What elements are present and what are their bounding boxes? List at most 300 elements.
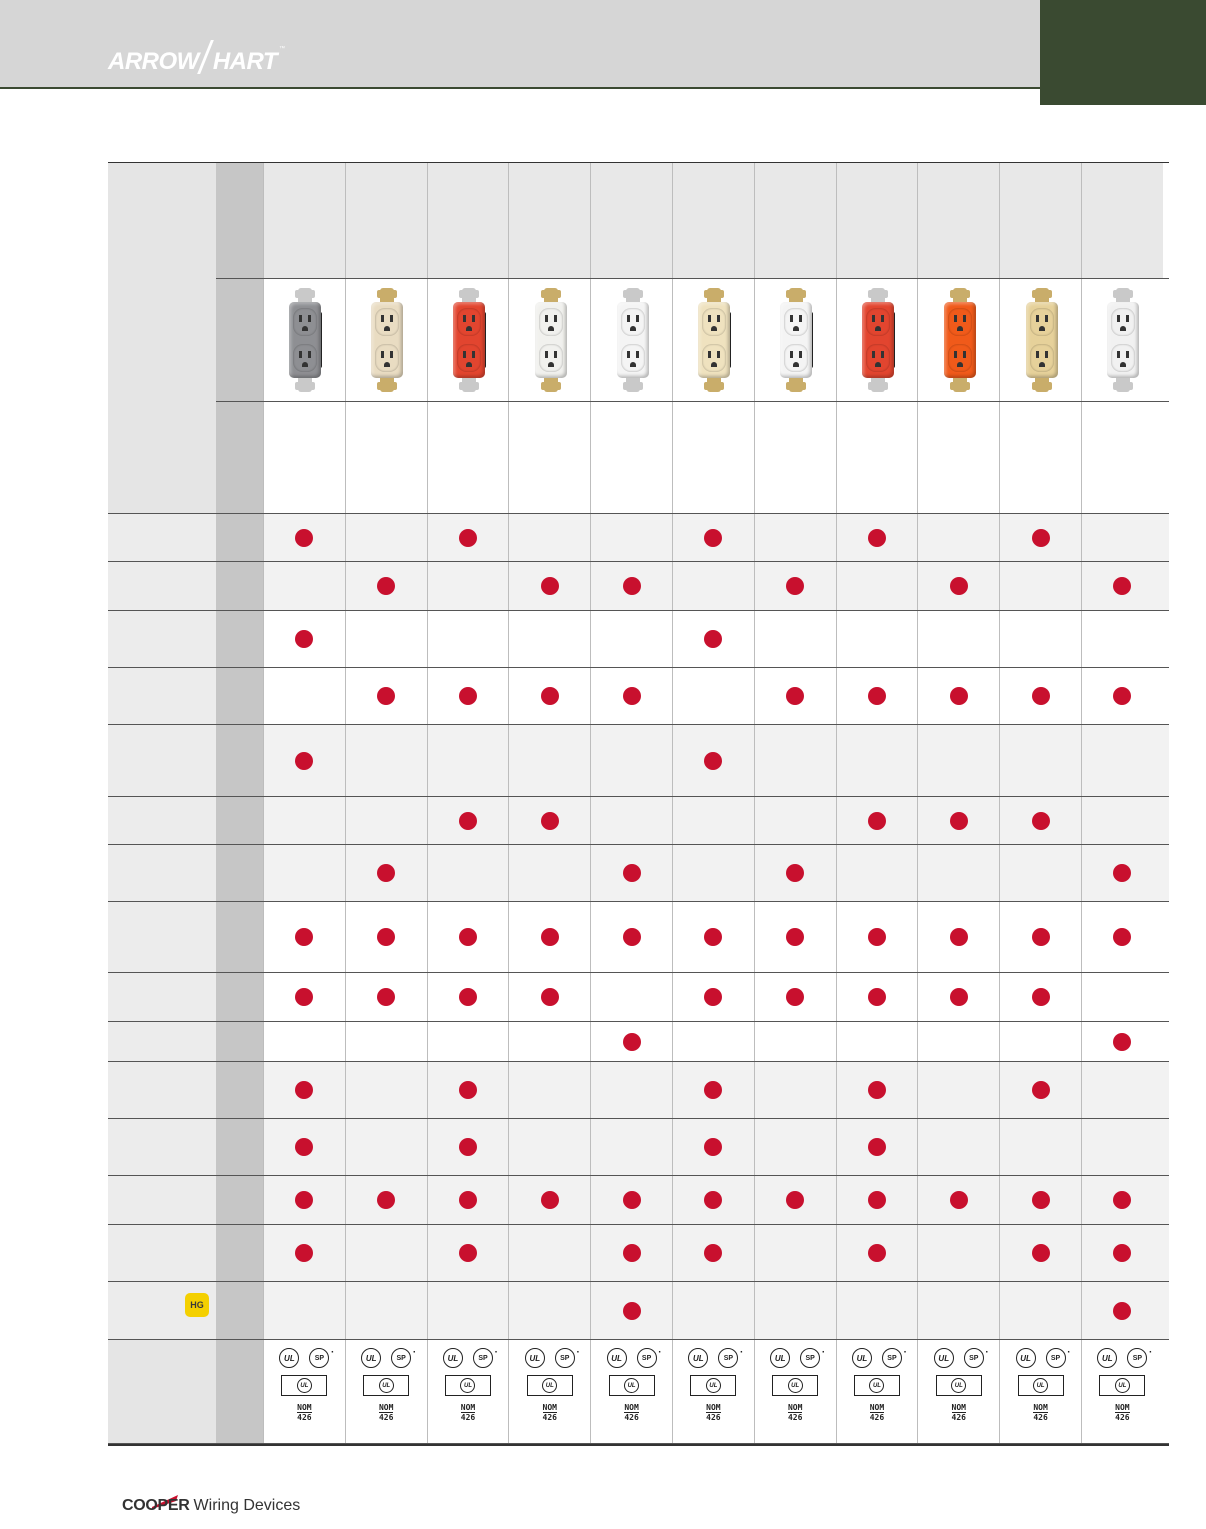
feature-cell bbox=[999, 562, 1081, 610]
feature-label-cell bbox=[108, 845, 216, 901]
feature-cell bbox=[1081, 668, 1163, 724]
feature-cell bbox=[263, 1062, 345, 1118]
nom-426-icon bbox=[379, 1403, 393, 1422]
feature-dot-icon bbox=[377, 988, 395, 1006]
feature-cell bbox=[917, 1282, 999, 1339]
feature-dot-icon bbox=[1113, 1033, 1131, 1051]
feature-label-cell bbox=[108, 725, 216, 796]
ul-mark: UL bbox=[460, 1378, 475, 1393]
feature-cell bbox=[754, 514, 836, 561]
ul-mark: UL bbox=[1115, 1378, 1130, 1393]
ul-mark: UL bbox=[951, 1378, 966, 1393]
receptacle-image bbox=[612, 288, 652, 392]
csa-certified-icon: SP · bbox=[309, 1348, 329, 1368]
ul-mark: UL bbox=[624, 1378, 639, 1393]
certification-cell bbox=[263, 1340, 345, 1443]
footer-company: COOPER bbox=[122, 1497, 190, 1514]
feature-dot-icon bbox=[868, 529, 886, 547]
receptacle-image bbox=[1102, 288, 1142, 392]
feature-cell bbox=[672, 973, 754, 1021]
feature-cell bbox=[917, 668, 999, 724]
csa-certified-icon: SP · bbox=[637, 1348, 657, 1368]
feature-cell bbox=[672, 1119, 754, 1175]
feature-row bbox=[108, 973, 1169, 1022]
feature-dot-icon bbox=[623, 687, 641, 705]
feature-cell bbox=[1081, 562, 1163, 610]
feature-cell bbox=[427, 845, 509, 901]
feature-cell bbox=[754, 973, 836, 1021]
feature-cell bbox=[1081, 1022, 1163, 1061]
nom-426-icon bbox=[952, 1403, 966, 1422]
csa-certified-icon: SP · bbox=[555, 1348, 575, 1368]
feature-cell bbox=[999, 611, 1081, 667]
feature-cell bbox=[590, 1176, 672, 1224]
feature-dot-icon bbox=[459, 928, 477, 946]
feature-cell bbox=[263, 1282, 345, 1339]
feature-cell bbox=[836, 845, 918, 901]
feature-dot-icon bbox=[786, 577, 804, 595]
feature-cell bbox=[836, 514, 918, 561]
feature-cell bbox=[917, 973, 999, 1021]
table-header-row bbox=[108, 163, 1169, 279]
nom-number: 426 bbox=[869, 1413, 885, 1422]
certification-cell bbox=[345, 1340, 427, 1443]
product-image-cell bbox=[672, 279, 754, 401]
feature-label-cell bbox=[108, 1062, 216, 1118]
ul-recognized-icon bbox=[772, 1375, 818, 1396]
spec-group-cell bbox=[216, 668, 263, 724]
feature-cell bbox=[1081, 1176, 1163, 1224]
ul-listed-icon: UL bbox=[525, 1348, 545, 1368]
feature-label-cell bbox=[108, 1022, 216, 1061]
feature-cell bbox=[836, 562, 918, 610]
certification-row bbox=[108, 1340, 1169, 1444]
feature-label-cell bbox=[108, 668, 216, 724]
csa-certified-icon: SP · bbox=[882, 1348, 902, 1368]
feature-cell bbox=[672, 902, 754, 972]
nom-426-icon bbox=[706, 1403, 720, 1422]
feature-dot-icon bbox=[868, 1081, 886, 1099]
feature-cell bbox=[345, 1282, 427, 1339]
feature-dot-icon bbox=[377, 687, 395, 705]
feature-cell bbox=[263, 902, 345, 972]
feature-cell bbox=[427, 1282, 509, 1339]
nom-label: NOM bbox=[542, 1403, 557, 1412]
feature-cell bbox=[999, 1176, 1081, 1224]
certification-cell bbox=[672, 1340, 754, 1443]
arrow-hart-logo bbox=[108, 38, 285, 74]
nom-label: NOM bbox=[787, 1403, 803, 1412]
feature-cell bbox=[672, 1176, 754, 1224]
cooper-logo bbox=[122, 1497, 300, 1515]
feature-dot-icon bbox=[623, 1191, 641, 1209]
feature-cell bbox=[508, 725, 590, 796]
ul-listed-icon: UL bbox=[688, 1348, 708, 1368]
feature-cell bbox=[1081, 845, 1163, 901]
feature-cell bbox=[672, 514, 754, 561]
feature-dot-icon bbox=[295, 1244, 313, 1262]
feature-dot-icon bbox=[459, 1244, 477, 1262]
feature-cell bbox=[263, 1022, 345, 1061]
certification-cell bbox=[917, 1340, 999, 1443]
feature-cell bbox=[1081, 1282, 1163, 1339]
feature-dot-icon bbox=[623, 864, 641, 882]
feature-cell bbox=[917, 1022, 999, 1061]
feature-cell bbox=[836, 1282, 918, 1339]
feature-cell bbox=[590, 562, 672, 610]
ul-recognized-icon bbox=[936, 1375, 982, 1396]
feature-label-cell bbox=[108, 514, 216, 561]
feature-dot-icon bbox=[868, 928, 886, 946]
feature-row bbox=[108, 1022, 1169, 1062]
feature-cell bbox=[427, 725, 509, 796]
feature-row bbox=[108, 1119, 1169, 1176]
feature-cell bbox=[999, 668, 1081, 724]
logo-slash-icon bbox=[199, 40, 213, 74]
feature-cell bbox=[999, 973, 1081, 1021]
feature-cell bbox=[917, 514, 999, 561]
feature-cell bbox=[345, 668, 427, 724]
product-image-cell bbox=[263, 279, 345, 401]
feature-cell bbox=[263, 845, 345, 901]
feature-dot-icon bbox=[295, 1081, 313, 1099]
feature-cell bbox=[263, 668, 345, 724]
spec-group-cell bbox=[216, 1282, 263, 1339]
logo-word-2: HART bbox=[212, 48, 278, 75]
feature-cell bbox=[754, 797, 836, 844]
feature-cell bbox=[345, 514, 427, 561]
header-cell bbox=[754, 163, 836, 278]
feature-cell bbox=[345, 1062, 427, 1118]
feature-cell bbox=[345, 1119, 427, 1175]
feature-cell bbox=[590, 725, 672, 796]
feature-cell bbox=[1081, 973, 1163, 1021]
feature-row bbox=[108, 668, 1169, 725]
feature-dot-icon bbox=[541, 577, 559, 595]
nom-426-icon bbox=[1033, 1403, 1047, 1422]
feature-cell bbox=[672, 1282, 754, 1339]
description-cell bbox=[917, 402, 999, 513]
receptacle-image bbox=[366, 288, 406, 392]
feature-cell bbox=[999, 797, 1081, 844]
feature-cell bbox=[999, 725, 1081, 796]
feature-row bbox=[108, 902, 1169, 973]
feature-cell bbox=[836, 902, 918, 972]
description-cell bbox=[836, 402, 918, 513]
feature-cell bbox=[345, 562, 427, 610]
feature-row bbox=[108, 725, 1169, 797]
feature-row bbox=[108, 514, 1169, 562]
ul-recognized-icon bbox=[854, 1375, 900, 1396]
feature-dot-icon bbox=[704, 1081, 722, 1099]
feature-dot-icon bbox=[868, 1244, 886, 1262]
spec-group-cell bbox=[216, 562, 263, 610]
feature-dot-icon bbox=[377, 577, 395, 595]
receptacle-image bbox=[939, 288, 979, 392]
feature-cell bbox=[917, 725, 999, 796]
nom-label: NOM bbox=[706, 1403, 721, 1412]
nom-426-icon bbox=[1115, 1403, 1129, 1422]
feature-cell bbox=[590, 1225, 672, 1281]
feature-dot-icon bbox=[1113, 577, 1131, 595]
description-cell bbox=[427, 402, 509, 513]
feature-cell bbox=[508, 1062, 590, 1118]
feature-dot-icon bbox=[459, 529, 477, 547]
header-cell bbox=[427, 163, 509, 278]
feature-cell bbox=[590, 514, 672, 561]
feature-cell bbox=[508, 668, 590, 724]
spec-group-cell bbox=[216, 797, 263, 844]
feature-cell bbox=[508, 514, 590, 561]
nom-426-icon bbox=[788, 1403, 802, 1422]
product-image-cell bbox=[999, 279, 1081, 401]
ul-listed-icon: UL bbox=[934, 1348, 954, 1368]
feature-cell bbox=[917, 845, 999, 901]
feature-cell bbox=[590, 1119, 672, 1175]
feature-cell bbox=[590, 1062, 672, 1118]
ul-listed-icon: UL bbox=[607, 1348, 627, 1368]
feature-cell bbox=[508, 1282, 590, 1339]
feature-dot-icon bbox=[950, 1191, 968, 1209]
feature-label-cell bbox=[108, 562, 216, 610]
feature-cell bbox=[427, 797, 509, 844]
feature-cell bbox=[836, 1119, 918, 1175]
feature-cell bbox=[836, 1225, 918, 1281]
nom-426-icon bbox=[870, 1403, 884, 1422]
table-image-row bbox=[108, 279, 1169, 402]
ul-listed-icon: UL bbox=[361, 1348, 381, 1368]
feature-cell bbox=[672, 1062, 754, 1118]
feature-dot-icon bbox=[786, 687, 804, 705]
feature-cell bbox=[754, 1282, 836, 1339]
feature-cell bbox=[836, 973, 918, 1021]
ul-recognized-icon bbox=[281, 1375, 327, 1396]
product-image-cell bbox=[427, 279, 509, 401]
feature-cell bbox=[427, 1062, 509, 1118]
feature-dot-icon bbox=[541, 988, 559, 1006]
feature-dot-icon bbox=[1113, 1244, 1131, 1262]
feature-dot-icon bbox=[295, 928, 313, 946]
feature-cell bbox=[754, 845, 836, 901]
feature-dot-icon bbox=[541, 928, 559, 946]
feature-cell bbox=[754, 668, 836, 724]
certification-cell bbox=[590, 1340, 672, 1443]
feature-cell bbox=[999, 514, 1081, 561]
ul-listed-icon: UL bbox=[1016, 1348, 1036, 1368]
feature-cell bbox=[917, 797, 999, 844]
feature-dot-icon bbox=[459, 687, 477, 705]
feature-cell bbox=[508, 1119, 590, 1175]
feature-dot-icon bbox=[786, 864, 804, 882]
nom-label: NOM bbox=[297, 1403, 312, 1412]
certification-cell bbox=[999, 1340, 1081, 1443]
feature-dot-icon bbox=[459, 812, 477, 830]
feature-dot-icon bbox=[704, 529, 722, 547]
feature-cell bbox=[1081, 725, 1163, 796]
feature-dot-icon bbox=[950, 988, 968, 1006]
feature-dot-icon bbox=[623, 928, 641, 946]
feature-cell bbox=[754, 1119, 836, 1175]
feature-dot-icon bbox=[1113, 687, 1131, 705]
feature-dot-icon bbox=[704, 630, 722, 648]
nom-426-icon bbox=[461, 1403, 475, 1422]
description-cell bbox=[754, 402, 836, 513]
receptacle-image bbox=[1021, 288, 1061, 392]
feature-cell bbox=[427, 1176, 509, 1224]
description-cell bbox=[508, 402, 590, 513]
ul-recognized-icon bbox=[609, 1375, 655, 1396]
feature-cell bbox=[1081, 902, 1163, 972]
feature-cell bbox=[590, 797, 672, 844]
feature-dot-icon bbox=[704, 928, 722, 946]
feature-row bbox=[108, 1176, 1169, 1225]
feature-cell bbox=[836, 797, 918, 844]
feature-cell bbox=[917, 1119, 999, 1175]
receptacle-image bbox=[693, 288, 733, 392]
header-cell bbox=[345, 163, 427, 278]
feature-cell bbox=[263, 973, 345, 1021]
feature-cell bbox=[754, 1062, 836, 1118]
feature-row bbox=[108, 1062, 1169, 1119]
feature-cell bbox=[508, 1225, 590, 1281]
feature-cell bbox=[427, 514, 509, 561]
feature-row bbox=[108, 1225, 1169, 1282]
feature-cell bbox=[508, 1022, 590, 1061]
nom-number: 426 bbox=[951, 1413, 966, 1422]
feature-dot-icon bbox=[1032, 1244, 1050, 1262]
feature-dot-icon bbox=[623, 577, 641, 595]
csa-certified-icon: SP · bbox=[964, 1348, 984, 1368]
feature-dot-icon bbox=[1032, 812, 1050, 830]
feature-cell bbox=[1081, 1119, 1163, 1175]
feature-cell bbox=[590, 1282, 672, 1339]
description-cell bbox=[263, 402, 345, 513]
product-image-cell bbox=[836, 279, 918, 401]
header-cell bbox=[590, 163, 672, 278]
feature-row bbox=[108, 611, 1169, 668]
feature-cell bbox=[345, 902, 427, 972]
feature-label-cell bbox=[108, 973, 216, 1021]
ul-mark: UL bbox=[542, 1378, 557, 1393]
feature-cell bbox=[754, 1225, 836, 1281]
product-image-cell bbox=[345, 279, 427, 401]
spec-group-cell bbox=[216, 1022, 263, 1061]
feature-cell bbox=[1081, 514, 1163, 561]
header-cell bbox=[263, 163, 345, 278]
feature-cell bbox=[836, 1022, 918, 1061]
feature-cell bbox=[672, 562, 754, 610]
feature-cell bbox=[999, 1022, 1081, 1061]
header-cell bbox=[508, 163, 590, 278]
feature-dot-icon bbox=[459, 1081, 477, 1099]
feature-cell bbox=[345, 973, 427, 1021]
csa-certified-icon: SP · bbox=[1046, 1348, 1066, 1368]
ul-recognized-icon bbox=[363, 1375, 409, 1396]
feature-cell bbox=[263, 1176, 345, 1224]
feature-cell bbox=[1081, 1062, 1163, 1118]
spec-group-cell bbox=[216, 1119, 263, 1175]
feature-cell bbox=[508, 973, 590, 1021]
ul-mark: UL bbox=[1033, 1378, 1048, 1393]
spec-group-cell bbox=[216, 845, 263, 901]
feature-dot-icon bbox=[868, 687, 886, 705]
feature-cell bbox=[999, 1225, 1081, 1281]
header-cell bbox=[917, 163, 999, 278]
feature-cell bbox=[1081, 1225, 1163, 1281]
feature-cell bbox=[427, 902, 509, 972]
feature-cell bbox=[836, 1176, 918, 1224]
feature-cell bbox=[836, 611, 918, 667]
feature-dot-icon bbox=[295, 529, 313, 547]
feature-cell bbox=[672, 668, 754, 724]
feature-dot-icon bbox=[377, 1191, 395, 1209]
feature-cell bbox=[263, 562, 345, 610]
feature-cell bbox=[263, 514, 345, 561]
header-cell bbox=[836, 163, 918, 278]
feature-cell bbox=[999, 845, 1081, 901]
feature-cell bbox=[754, 611, 836, 667]
feature-dot-icon bbox=[377, 864, 395, 882]
feature-dot-icon bbox=[459, 988, 477, 1006]
header-cell bbox=[672, 163, 754, 278]
csa-certified-icon: SP · bbox=[718, 1348, 738, 1368]
feature-dot-icon bbox=[868, 1138, 886, 1156]
feature-dot-icon bbox=[623, 1244, 641, 1262]
feature-cell bbox=[427, 973, 509, 1021]
feature-dot-icon bbox=[950, 577, 968, 595]
feature-cell bbox=[999, 1062, 1081, 1118]
feature-dot-icon bbox=[1032, 988, 1050, 1006]
spec-group-cell bbox=[216, 725, 263, 796]
nom-label: NOM bbox=[951, 1403, 966, 1412]
feature-cell bbox=[917, 902, 999, 972]
feature-dot-icon bbox=[1113, 1302, 1131, 1320]
feature-dot-icon bbox=[1113, 864, 1131, 882]
feature-dot-icon bbox=[704, 1138, 722, 1156]
feature-label-cell bbox=[108, 611, 216, 667]
nom-label: NOM bbox=[460, 1403, 476, 1412]
feature-cell bbox=[836, 1062, 918, 1118]
feature-dot-icon bbox=[541, 687, 559, 705]
feature-cell bbox=[590, 668, 672, 724]
feature-dot-icon bbox=[541, 812, 559, 830]
nom-number: 426 bbox=[1033, 1413, 1048, 1422]
ul-recognized-icon bbox=[690, 1375, 736, 1396]
nom-426-icon bbox=[543, 1403, 557, 1422]
feature-cell bbox=[754, 902, 836, 972]
footer-division: Wiring Devices bbox=[193, 1497, 301, 1514]
feature-row bbox=[108, 1282, 1169, 1340]
feature-dot-icon bbox=[541, 1191, 559, 1209]
feature-cell bbox=[263, 797, 345, 844]
spec-group-cell bbox=[216, 611, 263, 667]
feature-dot-icon bbox=[950, 812, 968, 830]
receptacle-image bbox=[448, 288, 488, 392]
feature-cell bbox=[345, 611, 427, 667]
feature-cell bbox=[754, 562, 836, 610]
feature-cell bbox=[672, 1225, 754, 1281]
ul-recognized-icon bbox=[527, 1375, 573, 1396]
feature-cell bbox=[345, 1022, 427, 1061]
feature-dot-icon bbox=[295, 988, 313, 1006]
feature-cell bbox=[427, 1225, 509, 1281]
feature-dot-icon bbox=[950, 928, 968, 946]
nom-label: NOM bbox=[869, 1403, 885, 1412]
certification-cell bbox=[754, 1340, 836, 1443]
feature-label-cell bbox=[108, 1176, 216, 1224]
feature-dot-icon bbox=[295, 752, 313, 770]
description-cell bbox=[590, 402, 672, 513]
